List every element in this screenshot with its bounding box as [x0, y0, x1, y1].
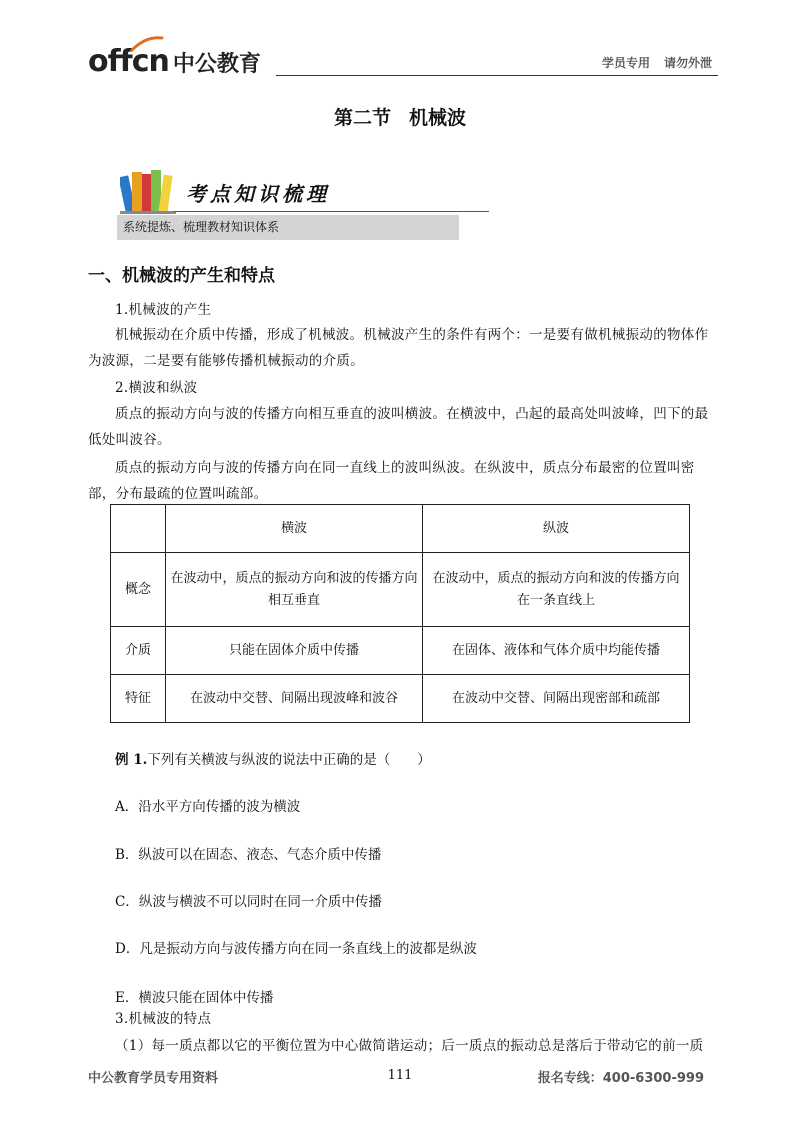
example-text: 下列有关横波与纵波的说法中正确的是（ ）: [147, 752, 431, 768]
p1-title: 1.机械波的产生: [115, 302, 212, 318]
table-head-row: [111, 505, 690, 553]
option-b: B．纵波可以在固态、液态、气态介质中传播: [115, 847, 382, 863]
p2-title: 2.横波和纵波: [115, 380, 198, 396]
page-header: [88, 40, 718, 80]
books-icon: [120, 166, 180, 214]
footer-left: 中公教育学员专用资料: [88, 1071, 219, 1086]
option-d: D．凡是振动方向与波传播方向在同一条直线上的波都是纵波: [115, 941, 477, 957]
logo-cn: 中公教育: [172, 52, 261, 77]
page-number: 111: [387, 1068, 413, 1083]
table-cell: 纵波: [423, 505, 690, 553]
logo-latin: offcn: [88, 44, 169, 79]
option-c: C．纵波与横波不可以同时在同一介质中传播: [115, 894, 382, 910]
footer-hotline: 报名专线：400-6300-999: [537, 1071, 704, 1086]
banner-subtitle: 系统提炼、梳理教材知识体系: [117, 215, 459, 240]
logo-swoosh-icon: [130, 34, 164, 54]
table-row: [111, 627, 690, 675]
option-e: E．横波只能在固体中传播: [115, 990, 274, 1006]
section-name: 机械波: [409, 107, 467, 129]
table-cell: 在波动中交替、间隔出现波峰和波谷: [166, 675, 423, 723]
header-tag: [602, 54, 712, 71]
table-row: [111, 675, 690, 723]
header-tag-1: 学员专用: [601, 56, 650, 70]
p1-body: 机械振动在介质中传播，形成了机械波。机械波产生的条件有两个：一是要有做机械振动的物体作为波源，二是要有能够传播机械振动的介质。: [88, 327, 709, 369]
table-cell: [111, 505, 166, 553]
p3-title: 3.机械波的特点: [115, 1011, 212, 1027]
table-cell: 在波动中，质点的振动方向和波的传播方向在一条直线上: [423, 553, 690, 627]
section-number: 第二节: [333, 107, 391, 129]
table-cell: 在波动中，质点的振动方向和波的传播方向相互垂直: [166, 553, 423, 627]
header-rule: [276, 75, 718, 76]
option-a: A．沿水平方向传播的波为横波: [115, 799, 301, 815]
banner-rule: [174, 211, 489, 212]
table-row: [111, 553, 690, 627]
p2-body-a: 质点的振动方向与波的传播方向相互垂直的波叫横波。在横波中，凸起的最高处叫波峰，凹下的最低处叫波谷。: [88, 406, 709, 448]
table-cell: 介质: [111, 627, 166, 675]
table-cell: 只能在固体介质中传播: [166, 627, 423, 675]
table-cell: 在固体、液体和气体介质中均能传播: [423, 627, 690, 675]
brand-logo: [88, 44, 261, 79]
example-label: 例 1.: [115, 752, 148, 768]
comparison-table: [110, 504, 690, 723]
section-title: [0, 103, 800, 130]
table-cell: 在波动中交替、间隔出现密部和疏部: [423, 675, 690, 723]
knowledge-banner: [114, 162, 489, 244]
banner-title: 考点知识梳理: [186, 182, 330, 206]
example-question: [115, 748, 431, 768]
p2-body-b: 质点的振动方向与波的传播方向在同一直线上的波叫纵波。在纵波中，质点分布最密的位置叫密部，分布最疏的位置叫疏部。: [88, 460, 695, 502]
header-tag-2: 请勿外泄: [663, 56, 712, 70]
heading-1: 一、机械波的产生和特点: [88, 266, 275, 286]
p3-body: （1）每一质点都以它的平衡位置为中心做简谐运动；后一质点的振动总是落后于带动它的前一质: [115, 1038, 704, 1054]
table-cell: 横波: [166, 505, 423, 553]
table-cell: 特征: [111, 675, 166, 723]
table-cell: 概念: [111, 553, 166, 627]
